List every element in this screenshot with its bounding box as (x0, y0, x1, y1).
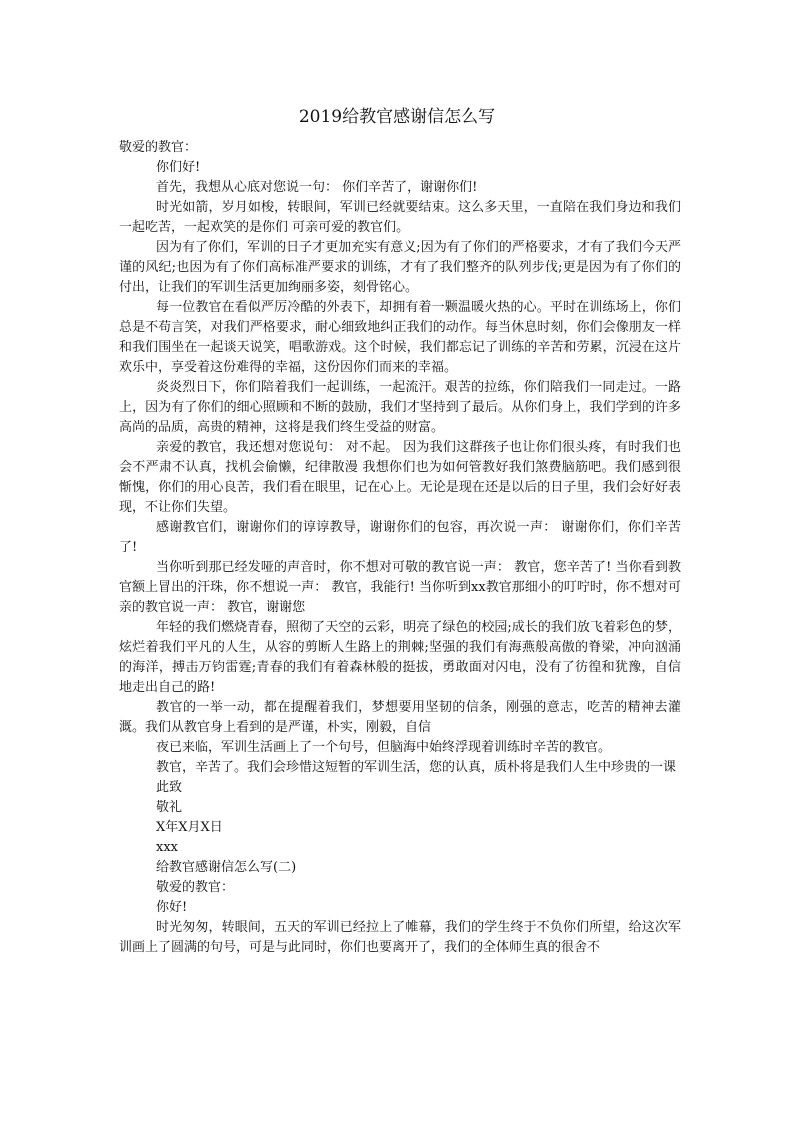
paragraph: 当你听到那已经发哑的声音时，你不想对可敬的教官说一声： 教官，您辛苦了! 当你看到教官额上冒出的汗珠，你不想说一声： 教官，我能行! 当你听到xx教官那细小的叮咛时，你不想对可亲的教官说一声： 教官，谢谢您 (119, 560, 681, 615)
paragraph: 亲爱的教官，我还想对您说句： 对不起。 因为我们这群孩子也让你们很头疼，有时我们也会不严肃不认真，找机会偷懒，纪律散漫 我想你们也为如何管教好我们煞费脑筋吧。我们感到很惭愧，你们的用心良苦，我们看在眼里，记在心上。无论是现在还是以后的日子里，我们会好好表现，不让你们失望。 (119, 440, 681, 515)
salutation: 敬爱的教官： (119, 140, 198, 155)
greeting: 你好! (156, 900, 188, 915)
paragraph: 因为有了你们，军训的日子才更加充实有意义;因为有了你们的严格要求，才有了我们今天严谨的风纪;也因为有了你们高标准严要求的训练，才有了我们整齐的队列步伐;更是因为有了你们的付出，让我们的军训生活更加绚丽多姿，刻骨铭心。 (119, 240, 681, 295)
closing-salute: 敬礼 (156, 800, 183, 815)
greeting: 你们好! (156, 160, 201, 175)
paragraph: 首先，我想从心底对您说一句： 你们辛苦了，谢谢你们! (156, 180, 478, 195)
paragraph: 炎炎烈日下，你们陪着我们一起训练，一起流汗。艰苦的拉练，你们陪我们一同走过。一路上，因为有了你们的细心照顾和不断的鼓励，我们才坚持到了最后。从你们身上，我们学到的许多高尚的品质，高贵的精神，这将是我们终生受益的财富。 (119, 380, 681, 435)
closing-line: 此致 (156, 780, 183, 795)
paragraph: 时光匆匆，转眼间，五天的军训已经拉上了帷幕，我们的学生终于不负你们所望，给这次军训画上了圆满的句号，可是与此同时，你们也要离开了，我们的全体师生真的很舍不 (119, 920, 681, 955)
section-heading: 给教官感谢信怎么写(二) (156, 860, 297, 875)
paragraph: 教官的一举一动，都在提醒着我们，梦想要用坚韧的信条，刚强的意志，吃苦的精神去灌溉。我们从教官身上看到的是严谨，朴实，刚毅，自信 (119, 700, 681, 735)
letter-body (119, 138, 681, 958)
paragraph: 感谢教官们，谢谢你们的谆谆教导，谢谢你们的包容，再次说一声： 谢谢你们，你们辛苦了! (119, 520, 681, 555)
signature-line: xxx (156, 840, 178, 855)
date-line: X年X月X日 (156, 820, 223, 835)
salutation: 敬爱的教官： (156, 880, 235, 895)
paragraph: 时光如箭，岁月如梭，转眼间，军训已经就要结束。这么多天里，一直陪在我们身边和我们一起吃苦，一起欢笑的是你们 可亲可爱的教官们。 (119, 200, 681, 235)
paragraph: 教官，辛苦了。我们会珍惜这短暂的军训生活，您的认真，质朴将是我们人生中珍贵的一课 (156, 760, 677, 775)
paragraph: 夜已来临，军训生活画上了一个句号，但脑海中始终浮现着训练时辛苦的教官。 (156, 740, 612, 755)
paragraph: 每一位教官在看似严厉冷酷的外表下，却拥有着一颗温暖火热的心。平时在训练场上，你们总是不苟言笑，对我们严格要求，耐心细致地纠正我们的动作。每当休息时刻，你们会像朋友一样和我们围坐在一起谈天说笑，唱歌游戏。这个时候，我们都忘记了训练的辛苦和劳累，沉浸在这片欢乐中，享受着这份难得的幸福，这份因你们而来的幸福。 (119, 300, 681, 375)
document-title: 2019给教官感谢信怎么写 (298, 107, 496, 127)
paragraph: 年轻的我们燃烧青春，照彻了天空的云彩，明亮了绿色的校园;成长的我们放飞着彩色的梦，炫烂着我们平凡的人生，从容的剪断人生路上的荆棘;坚强的我们有海燕般高傲的脊梁，冲向汹涌的海洋，搏击万钧雷霆;青春的我们有着森林般的挺拔，勇敢面对闪电，没有了彷徨和犹豫，自信地走出自己的路! (119, 620, 681, 695)
